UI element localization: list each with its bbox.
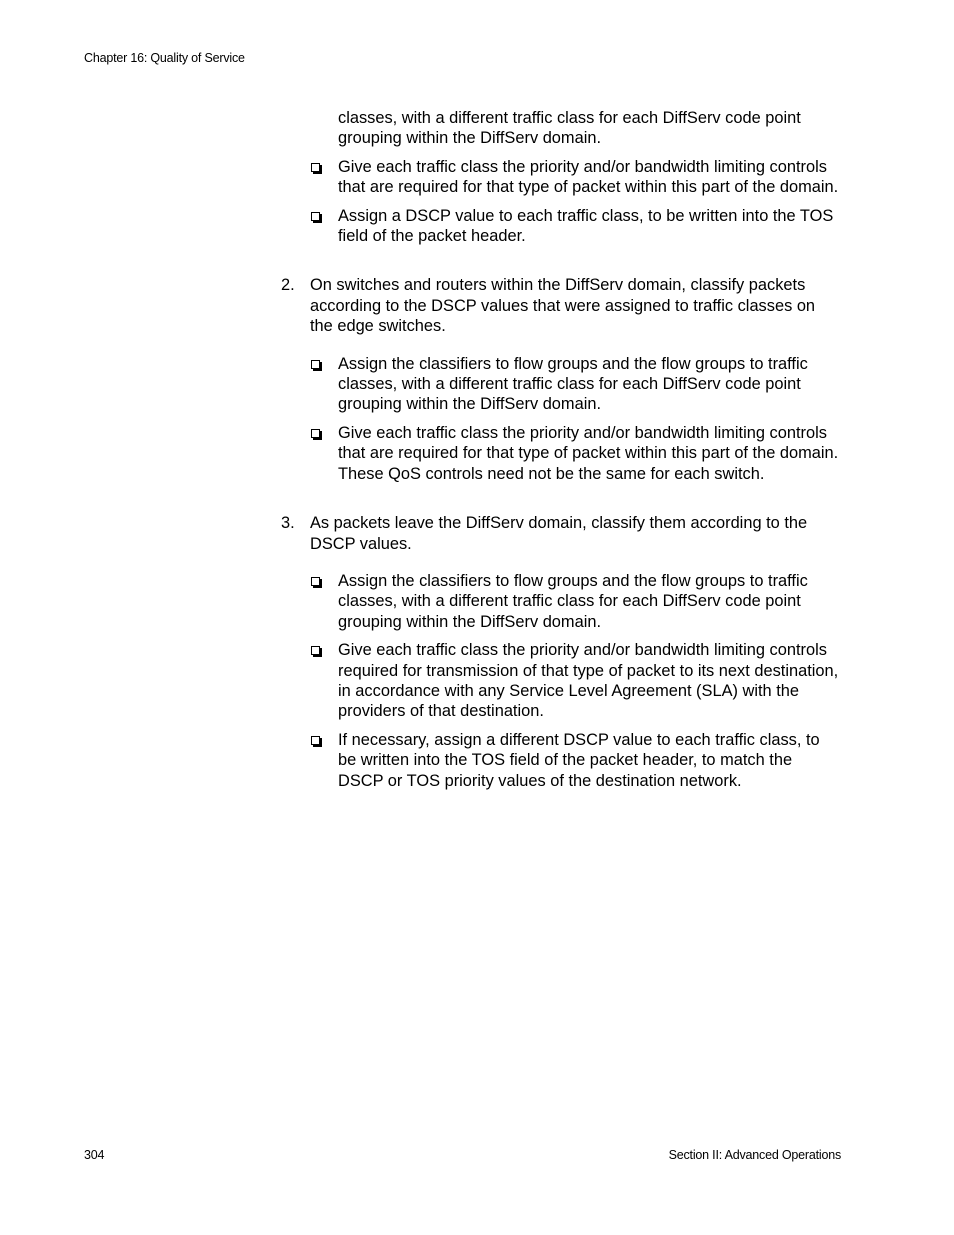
checkbox-bullet-icon: [311, 212, 320, 221]
checkbox-bullet-icon: [311, 646, 320, 655]
step-number: 3.: [281, 514, 295, 533]
list-item: [281, 730, 841, 791]
step-text: On switches and routers within the DiffServ domain, classify packets according to the DSCP values that were assigned to traffic classes on the edge switches.: [310, 276, 816, 336]
step-text: As packets leave the DiffServ domain, classify them according to the DSCP values.: [310, 514, 808, 553]
list-item-text: Give each traffic class the priority and/or bandwidth limiting controls that are required for that type of packet within this part of the domain.: [338, 157, 839, 197]
list-item: [281, 354, 841, 415]
list-item-text: Assign a DSCP value to each traffic class, to be written into the TOS field of the packet header.: [338, 206, 834, 246]
list-item-text: Assign the classifiers to flow groups and the flow groups to traffic classes, with a different traffic class for each DiffServ code point grouping within the DiffServ domain.: [338, 354, 808, 414]
continued-paragraph: classes, with a different traffic class for each DiffServ code point grouping within the DiffServ domain.: [338, 109, 801, 148]
step-2: [281, 275, 841, 336]
checkbox-bullet-icon: [311, 429, 320, 438]
list-item-text: Give each traffic class the priority and/or bandwidth limiting controls required for transmission of that type of packet to its next destination, in accordance with any Service Level Agreement (SLA) with the providers of that destination.: [338, 641, 839, 721]
page-header: Chapter 16: Quality of Service: [84, 51, 245, 65]
list-item: [281, 571, 841, 632]
list-item-text: Give each traffic class the priority and/or bandwidth limiting controls that are required for that type of packet within this part of the domain. These QoS controls need not be the same for each switch.: [338, 423, 839, 483]
list-item: [281, 206, 841, 247]
page-content: [281, 108, 841, 799]
list-item: [281, 157, 841, 198]
list-item-text: Assign the classifiers to flow groups and the flow groups to traffic classes, with a different traffic class for each DiffServ code point grouping within the DiffServ domain.: [338, 571, 808, 631]
checkbox-bullet-icon: [311, 736, 320, 745]
list-item: [281, 640, 841, 722]
list-item-text: If necessary, assign a different DSCP value to each traffic class, to be written into the TOS field of the packet header, to match the DSCP or TOS priority values of the destination network.: [338, 730, 820, 790]
step-number: 2.: [281, 276, 295, 295]
checkbox-bullet-icon: [311, 163, 320, 172]
checkbox-bullet-icon: [311, 360, 320, 369]
checkbox-bullet-icon: [311, 577, 320, 586]
page-number: 304: [84, 1148, 105, 1162]
list-item: [281, 423, 841, 484]
step-3: [281, 513, 841, 554]
footer-section: Section II: Advanced Operations: [668, 1148, 841, 1162]
